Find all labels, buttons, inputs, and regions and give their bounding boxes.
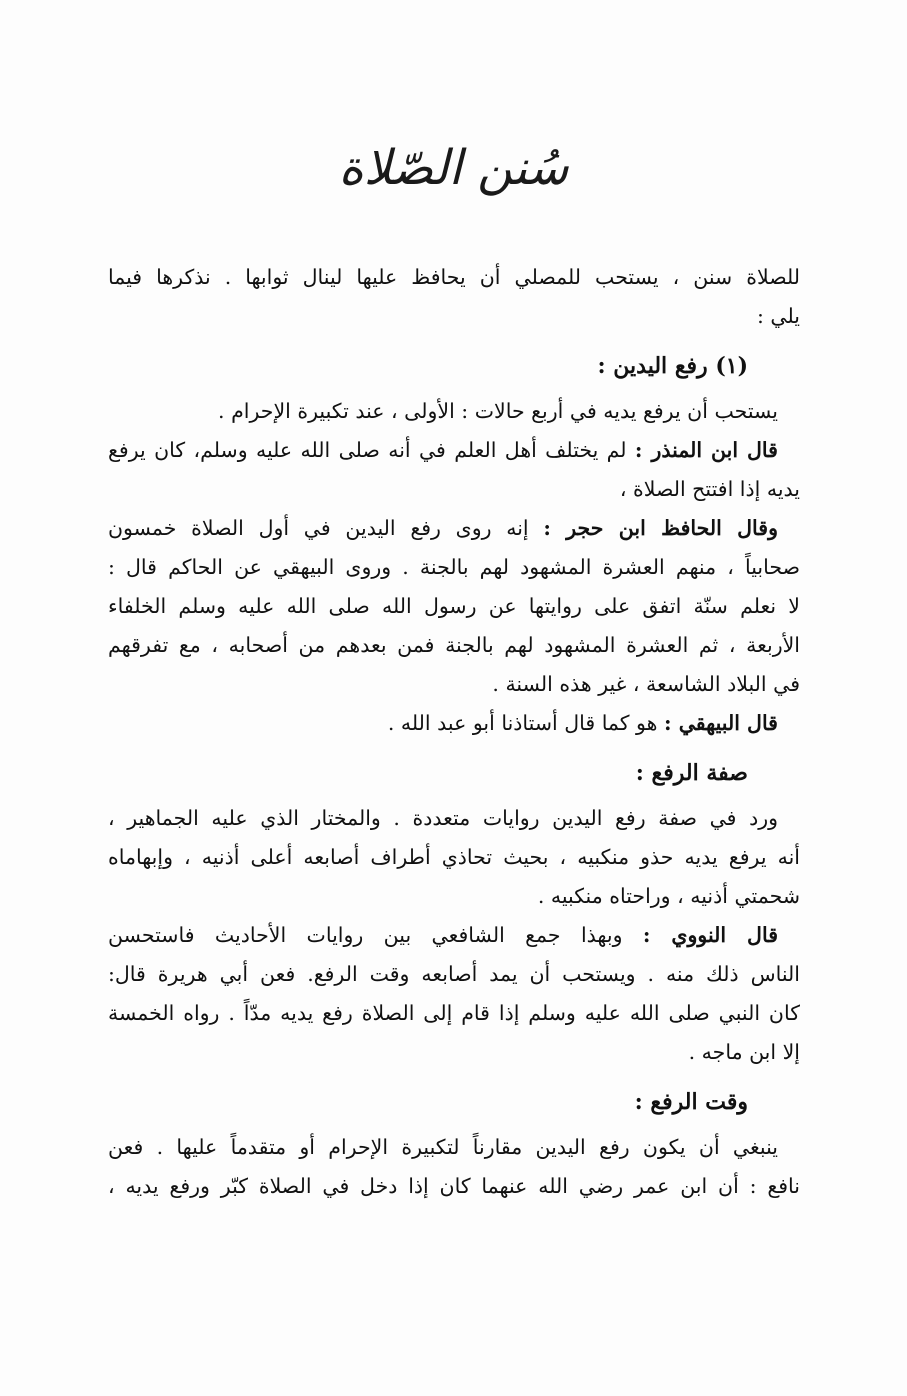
intro-line-1: للصلاة سنن ، يستحب للمصلي أن يحافظ عليها لينال ثوابها . نذكرها فيما — [108, 265, 800, 289]
quote-speaker: قال النووي : — [642, 923, 778, 947]
quote-ibn-hajar — [108, 509, 800, 548]
paragraph-line: ينبغي أن يكون رفع اليدين مقارناً لتكبيرة الإحرام أو متقدماً عليها . فعن — [108, 1135, 778, 1159]
quote-text: وبهذا جمع الشافعي بين روايات الأحاديث فاستحسن — [108, 923, 643, 947]
chapter-title: سُنن الصّلاة — [338, 140, 569, 196]
section-heading-raising-description: صفة الرفع : — [635, 760, 748, 786]
paragraph-line: لا نعلم سنّة اتفق على روايتها عن رسول الله صلى الله عليه وسلم الخلفاء — [108, 594, 800, 618]
paragraph-line: نافع : أن ابن عمر رضي الله عنهما كان إذا دخل في الصلاة كبّر ورفع يديه ، — [108, 1174, 800, 1198]
paragraph-line: صحابياً ، منهم العشرة المشهود لهم بالجنة . وروى البيهقي عن الحاكم قال : — [108, 555, 800, 579]
quote-speaker: وقال الحافظ ابن حجر : — [543, 516, 778, 540]
paragraph-line: الناس ذلك منه . ويستحب أن يمد أصابعه وقت الرفع. فعن أبي هريرة قال: — [108, 962, 800, 986]
quote-text: إنه روى رفع اليدين في أول الصلاة خمسون — [108, 516, 544, 540]
quote-bayhaqi — [108, 704, 800, 743]
quote-speaker: قال ابن المنذر : — [634, 438, 778, 462]
quote-speaker: قال البيهقي : — [663, 711, 778, 735]
paragraph-line: كان النبي صلى الله عليه وسلم إذا قام إلى الصلاة رفع يديه مدّاً . رواه الخمسة — [108, 1001, 800, 1025]
paragraph-line: إلا ابن ماجه . — [688, 1040, 800, 1064]
quote-ibn-almundhir — [108, 431, 800, 470]
paragraph-line: يستحب أن يرفع يديه في أربع حالات : الأولى ، عند تكبيرة الإحرام . — [218, 399, 778, 423]
paragraph-line: شحمتي أذنيه ، وراحتاه منكبيه . — [537, 884, 800, 908]
section-heading-raising-hands: (١) رفع اليدين : — [597, 353, 748, 379]
paragraph-line: ورد في صفة رفع اليدين روايات متعددة . والمختار الذي عليه الجماهير ، — [108, 806, 778, 830]
page-body — [108, 258, 800, 1206]
quote-text: لم يختلف أهل العلم في أنه صلى الله عليه وسلم، كان يرفع — [108, 438, 635, 462]
quote-text: هو كما قال أستاذنا أبو عبد الله . — [387, 711, 664, 735]
paragraph-line: في البلاد الشاسعة ، غير هذه السنة . — [492, 672, 800, 696]
section-heading-raising-timing: وقت الرفع : — [634, 1089, 748, 1115]
quote-nawawi — [108, 916, 800, 955]
paragraph-line: أنه يرفع يديه حذو منكبيه ، بحيث تحاذي أطراف أصابعه أعلى أذنيه ، وإبهاماه — [108, 845, 800, 869]
paragraph-line: الأربعة ، ثم العشرة المشهود لهم بالجنة فمن بعدهم من أصحابه ، مع تفرقهم — [108, 633, 800, 657]
paragraph-line: يديه إذا افتتح الصلاة ، — [619, 477, 800, 501]
intro-line-2: يلي : — [756, 304, 800, 328]
